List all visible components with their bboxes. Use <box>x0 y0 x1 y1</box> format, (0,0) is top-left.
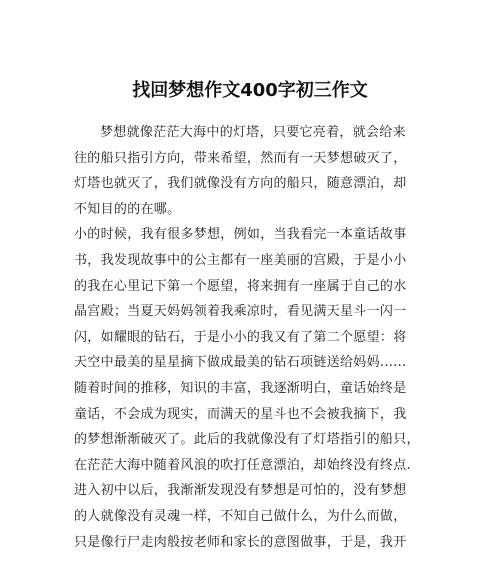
text-line: 闪，如耀眼的钻石，于是小小的我又有了第二个愿望：将 <box>74 329 407 345</box>
text-line: 童话，不会成为现实，而满天的星斗也不会被我摘下，我 <box>74 406 407 422</box>
text-line: 书，我发现故事中的公主都有一座美丽的宫殿，于是小小 <box>74 252 407 268</box>
text-line: 小的时候，我有很多梦想，例如，当我看完一本童话故事 <box>74 227 407 243</box>
text-line: 灯塔也就灭了，我们就像没有方向的船只，随意漂泊，却 <box>74 176 407 192</box>
text-line: 的我在心里记下第一个愿望，将来拥有一座属于自己的水 <box>74 278 407 294</box>
text-line: 在茫茫大海中随着风浪的吹打任意漂泊，却始终没有终点. <box>74 457 411 473</box>
text-line: 的梦想渐渐破灭了。此后的我就像没有了灯塔指引的船只， <box>74 432 420 448</box>
text-line: 天空中最美的星星摘下做成最美的钻石项链送给妈妈...... <box>74 355 407 371</box>
text-line: 的人就像没有灵魂一样，不知自己做什么，为什么而做， <box>74 508 407 524</box>
text-line: 随着时间的推移，知识的丰富，我逐渐明白，童话始终是 <box>74 380 407 396</box>
document-title: 找回梦想作文400字初三作文 <box>132 80 368 101</box>
text-line: 梦想就像茫茫大海中的灯塔，只要它亮着，就会给来 <box>100 125 406 140</box>
text-line: 进入初中以后，我渐渐发现没有梦想是可怕的，没有梦想 <box>74 483 407 499</box>
text-line: 只是像行尸走肉般按老师和家长的意图做事，于是，我开 <box>74 534 407 550</box>
text-line: 晶宫殿；当夏天妈妈领着我乘凉时，看见满天星斗一闪一 <box>74 304 407 320</box>
document-body <box>74 120 434 555</box>
text-line: 不知目的的在哪。 <box>74 201 181 217</box>
text-line: 往的船只指引方向，带来希望，然而有一天梦想破灭了， <box>74 150 407 166</box>
